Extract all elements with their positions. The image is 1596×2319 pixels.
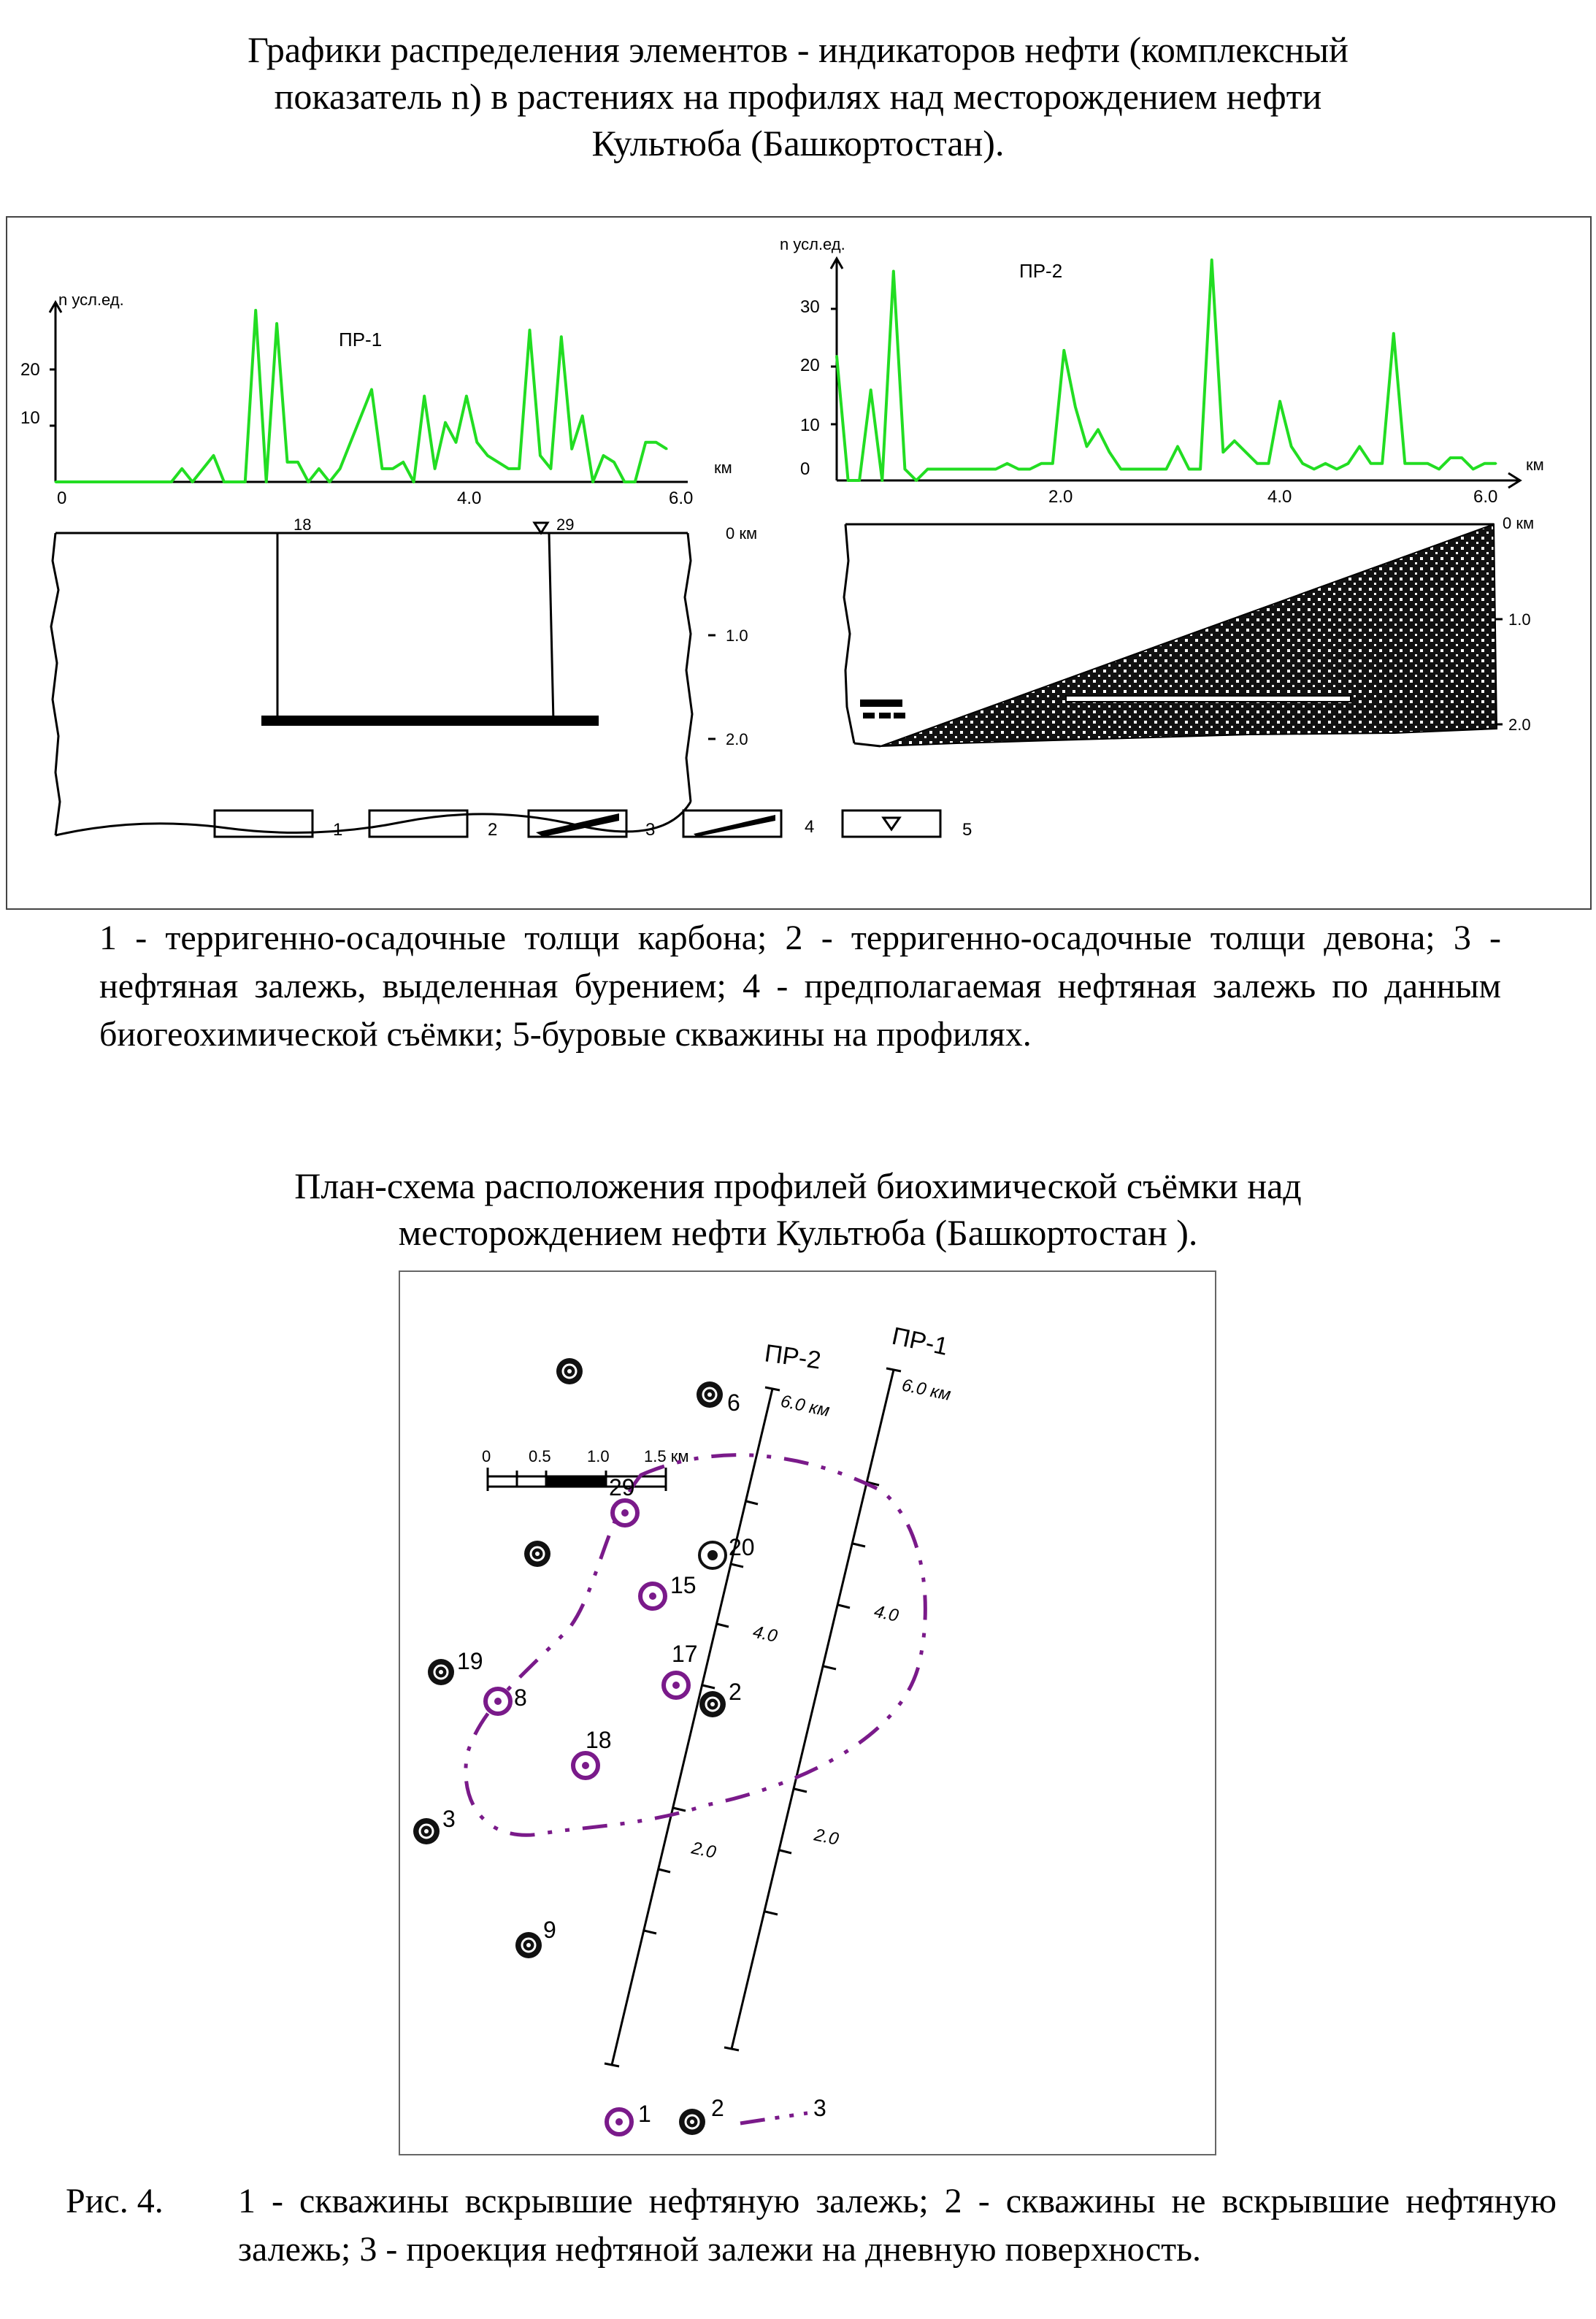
pr1-data-point: [381, 467, 383, 469]
well-29-label: 29: [556, 515, 575, 534]
pr2-name: ПР-2: [1019, 260, 1063, 282]
pr2-data-point: [1392, 332, 1394, 334]
pr1-data-point: [234, 481, 236, 483]
well-29-label: 29: [609, 1474, 635, 1500]
pr2-data-point: [1290, 445, 1292, 448]
scale-05: 0.5: [529, 1447, 551, 1465]
pr2-data-point: [1324, 462, 1327, 464]
pr1-data-point: [329, 481, 331, 483]
plan-legend-label-3: 3: [813, 2095, 826, 2121]
section2: [844, 524, 1503, 746]
legend-label-3: 3: [645, 820, 656, 840]
pr1-data-point: [170, 481, 172, 483]
section1-depth-0: 0 км: [726, 524, 758, 543]
well-unnamed-mid-dry-icon: [524, 1541, 550, 1567]
pr1-data-point: [212, 454, 215, 456]
pr2-data-point: [892, 270, 894, 272]
pr2-mark-4: 4.0: [751, 1622, 780, 1647]
profile-pr1-line: [732, 1370, 894, 2049]
pr1-data-point: [486, 454, 488, 456]
pr2-xtick-6: 6.0: [1473, 487, 1498, 507]
pr1-data-point: [476, 441, 478, 443]
well-6-dry-icon: [697, 1381, 723, 1408]
figure-label: Рис. 4.: [66, 2182, 164, 2220]
figure-caption: 1 - скважины вскрывшие нефтяную залежь; 2 - скважины не вскрывшие нефтяную залежь; 3 - проекция нефтяной залежи на дневную поверхность.: [238, 2182, 1557, 2269]
chart-title: [0, 26, 1596, 166]
pr2-series: [836, 259, 1497, 482]
pr1-data-point: [465, 395, 467, 397]
pr2-data-point: [1335, 468, 1338, 470]
pr2-data-point: [961, 468, 963, 470]
pr2-data-point: [1177, 445, 1179, 448]
pr1-ytick-10: 10: [20, 408, 40, 428]
pr1-data-point: [518, 467, 521, 469]
pr1-data-point: [360, 415, 362, 417]
pr2-data-point: [1063, 349, 1065, 351]
pr1-data-point: [592, 481, 594, 483]
plan-legend-1-icon: [607, 2109, 632, 2134]
pr1-data-point: [107, 481, 110, 483]
well-18-label: 18: [294, 515, 312, 534]
profile-pr2-label: ПР-2: [762, 1339, 823, 1375]
pr1-data-point: [434, 467, 436, 469]
legend-label-1: 1: [333, 820, 343, 840]
pr1-data-point: [529, 329, 531, 331]
section1-depth-1: 1.0: [726, 626, 748, 645]
pr2-data-point: [1222, 451, 1224, 453]
well-6-label: 6: [727, 1390, 740, 1416]
pr2-data-point: [1040, 462, 1043, 464]
pr1-ytick-20: 20: [20, 360, 40, 380]
well-29-line: [549, 533, 553, 721]
pr2-data-point: [916, 480, 918, 482]
pr2-ytick-30: 30: [800, 297, 820, 317]
pr2-data-point: [847, 480, 849, 482]
well-9-label: 9: [543, 1917, 556, 1943]
pr1-data-point: [560, 336, 562, 338]
profile-pr1-label: ПР-1: [889, 1322, 951, 1361]
pr1-mark-2: 2.0: [812, 1825, 841, 1850]
pr1-data-point: [255, 310, 257, 312]
pr1-data-point: [286, 461, 288, 463]
section2-depth-0: 0 км: [1503, 514, 1535, 532]
pr1-data-point: [445, 421, 447, 423]
pr2-ytick-0: 0: [800, 459, 810, 479]
pr2-mark-2: 2.0: [689, 1838, 718, 1863]
pr2-ytick-20: 20: [800, 356, 820, 375]
pr1-data-point: [413, 481, 415, 483]
pr1-mark-6: 6.0 км: [899, 1375, 953, 1405]
plan-panel: [399, 1270, 1216, 2155]
pr2-mark-6: 6.0 км: [778, 1391, 832, 1421]
pr2-data-point: [949, 468, 951, 470]
pr2-data-point: [859, 480, 861, 482]
pr1-data-point: [497, 461, 499, 463]
pr1-data-point: [318, 467, 320, 469]
pr2-data-point: [1257, 462, 1259, 464]
pr2-data-point: [1415, 462, 1417, 464]
pr2-ytick-10: 10: [800, 415, 820, 435]
pr2-data-point: [1472, 468, 1474, 470]
pr2-data-point: [1120, 468, 1122, 470]
well-3-dry-icon: [413, 1818, 440, 1844]
pr1-data-point: [402, 461, 404, 463]
pr1-mark-4: 4.0: [872, 1601, 901, 1626]
pr2-data-point: [870, 389, 872, 391]
well-17-label: 17: [672, 1641, 698, 1667]
pr2-data-point: [1051, 462, 1054, 464]
pr2-data-point: [1086, 445, 1088, 448]
section2-deposit: [881, 524, 1497, 746]
chart-title-line-2: показатель n) в растениях на профилях над месторождением нефти: [274, 76, 1322, 117]
pr2-data-point: [1404, 462, 1406, 464]
plan-title-line-1: План-схема расположения профилей биохимической съёмки над: [294, 1165, 1302, 1206]
section2-depth-1: 1.0: [1508, 610, 1531, 629]
chart-title-line-1: Графики распределения элементов - индикаторов нефти (комплексный: [248, 29, 1348, 70]
pr1-data-point: [371, 388, 373, 391]
pr2-data-point: [1211, 259, 1213, 261]
pr2-data-point: [1165, 468, 1167, 470]
pr1-data-point: [223, 481, 225, 483]
pr1-data-point: [350, 441, 352, 443]
pr2-data-point: [1461, 457, 1463, 459]
legend-text: 1 - терригенно-осадочные толщи карбона; 2 - терригенно-осадочные толщи девона; 3 - нефтяная залежь, выделенная бурением; 4 - предполагаемая нефтяная залежь по данным биогеохимической съёмки; 5-буровые скважины на профилях.: [99, 919, 1501, 1054]
plan-legend-2-icon: [679, 2109, 705, 2135]
pr2-series-line: [837, 260, 1496, 480]
well-17-oil-icon: [664, 1673, 688, 1698]
section1-left-edge: [51, 533, 60, 835]
pr1-data-point: [624, 481, 626, 483]
pr1-data-point: [581, 415, 583, 417]
section1: [51, 523, 715, 835]
pr1-xtick-4: 4.0: [457, 488, 482, 508]
pr2-data-point: [1302, 462, 1304, 464]
well-2-dry-icon: [699, 1691, 726, 1717]
pr2-data-point: [904, 468, 906, 470]
scale-1: 1.0: [587, 1447, 610, 1465]
chart-title-line-3: Культюба (Башкортостан).: [591, 123, 1005, 164]
plan-legend-3-line: [740, 2113, 807, 2123]
well-3-label: 3: [442, 1806, 456, 1832]
pr1-data-point: [391, 467, 394, 469]
pr2-data-point: [1427, 462, 1429, 464]
plan-title: [0, 1162, 1596, 1256]
section2-layer: [1066, 696, 1351, 702]
pr2-data-point: [1347, 462, 1349, 464]
well-unnamed-top-dry-icon: [556, 1358, 583, 1384]
pr1-data-point: [423, 395, 426, 397]
pr2-data-point: [1097, 429, 1100, 431]
pr2-data-point: [1267, 462, 1270, 464]
pr2-data-point: [1143, 468, 1145, 470]
pr2-xunit: км: [1526, 456, 1544, 474]
pr1-xtick-6: 6.0: [669, 488, 694, 508]
pr2-data-point: [1006, 462, 1008, 464]
pr1-data-point: [634, 481, 636, 483]
well-18-label: 18: [586, 1727, 612, 1753]
well-18-oil-icon: [573, 1753, 598, 1778]
section2-depth-2: 2.0: [1508, 716, 1531, 734]
pr1-data-point: [539, 454, 541, 456]
well-15-label: 15: [670, 1572, 697, 1598]
well-15-oil-icon: [640, 1584, 665, 1609]
well-20-label: 20: [729, 1534, 755, 1560]
pr1-data-point: [655, 441, 657, 443]
pr2-data-point: [836, 355, 838, 357]
pr1-data-point: [507, 467, 510, 469]
pr2-data-point: [1359, 445, 1361, 448]
pr1-data-point: [339, 467, 341, 469]
charts-panel: [6, 216, 1592, 910]
pr1-data-point: [571, 448, 573, 450]
pr1-xunit: км: [714, 459, 732, 477]
pr2-data-point: [1200, 468, 1202, 470]
section1-right-edge: [685, 533, 692, 802]
well-20-dry-icon: [699, 1542, 726, 1568]
pr1-data-point: [613, 461, 615, 463]
pr2-data-point: [1279, 400, 1281, 402]
pr1-data-point: [602, 454, 605, 456]
charts-svg: [7, 218, 1590, 908]
pr2-data-point: [1154, 468, 1156, 470]
pr2-data-point: [926, 468, 929, 470]
pr1-data-point: [550, 467, 552, 469]
section2-left-edge: [844, 524, 854, 743]
pr1-xtick-0: 0: [57, 488, 67, 508]
pr2-data-point: [1029, 468, 1031, 470]
well-9-dry-icon: [515, 1932, 542, 1958]
pr2-data-point: [1370, 462, 1372, 464]
pr1-data-point: [666, 448, 668, 450]
pr2-data-point: [1484, 462, 1486, 464]
pr2-data-point: [1495, 462, 1497, 464]
section1-depth-2: 2.0: [726, 730, 748, 748]
pr1-data-point: [455, 441, 457, 443]
pr2-data-point: [1233, 440, 1235, 442]
pr2-data-point: [1108, 451, 1110, 453]
profile-pr2-line: [612, 1389, 772, 2065]
plan-svg: [400, 1272, 1215, 2154]
legend-box-5: [843, 810, 940, 837]
oil-deposit-bar: [261, 716, 599, 726]
pr1-data-point: [276, 323, 278, 325]
pr2-data-point: [1188, 468, 1190, 470]
pr1-data-point: [265, 481, 267, 483]
pr1-name: ПР-1: [339, 329, 383, 350]
well-19-label: 19: [457, 1648, 483, 1674]
pr1-data-point: [297, 461, 299, 463]
pr1-ylabel: n усл.ед.: [58, 291, 124, 309]
pr1-data-point: [160, 481, 162, 483]
pr1-data-point: [181, 467, 183, 469]
well-29-oil-icon: [613, 1500, 637, 1525]
pr2-data-point: [1245, 451, 1247, 453]
pr2-data-point: [1381, 462, 1384, 464]
pr2-xtick-2: 2.0: [1048, 487, 1073, 507]
legend-label-5: 5: [962, 820, 972, 840]
pr2-data-point: [1438, 468, 1440, 470]
well-8-label: 8: [514, 1684, 527, 1711]
pr1-data-point: [191, 481, 193, 483]
well-29-marker: [534, 523, 548, 533]
pr1-data-point: [307, 481, 310, 483]
pr2-ylabel: n усл.ед.: [780, 235, 845, 253]
pr2-data-point: [1074, 406, 1076, 408]
scale-15: 1.5 км: [644, 1447, 689, 1465]
pr2-xtick-4: 4.0: [1267, 487, 1292, 507]
pr2-data-point: [994, 468, 997, 470]
pr2-data-point: [1018, 468, 1020, 470]
pr1-data-point: [55, 481, 57, 483]
pr2-data-point: [972, 468, 974, 470]
pr2-data-point: [1131, 468, 1133, 470]
pr2-data-point: [938, 468, 940, 470]
plan-legend-label-1: 1: [638, 2101, 651, 2127]
well-8-oil-icon: [486, 1689, 510, 1714]
pr1-data-point: [645, 441, 647, 443]
well-2-label: 2: [729, 1679, 742, 1705]
well-19-dry-icon: [428, 1659, 454, 1685]
legend-label-2: 2: [488, 820, 498, 840]
plan-legend-label-2: 2: [711, 2095, 724, 2121]
pr2-data-point: [983, 468, 986, 470]
pr2-data-point: [1449, 457, 1451, 459]
pr2-data-point: [881, 480, 883, 482]
section1-bottom: [55, 802, 691, 835]
pr1-data-point: [244, 481, 246, 483]
plan-title-line-2: месторождением нефти Культюба (Башкортостан ).: [398, 1212, 1198, 1253]
legend-label-4: 4: [805, 817, 815, 837]
scale-0: 0: [482, 1447, 491, 1465]
pr2-data-point: [1313, 468, 1315, 470]
